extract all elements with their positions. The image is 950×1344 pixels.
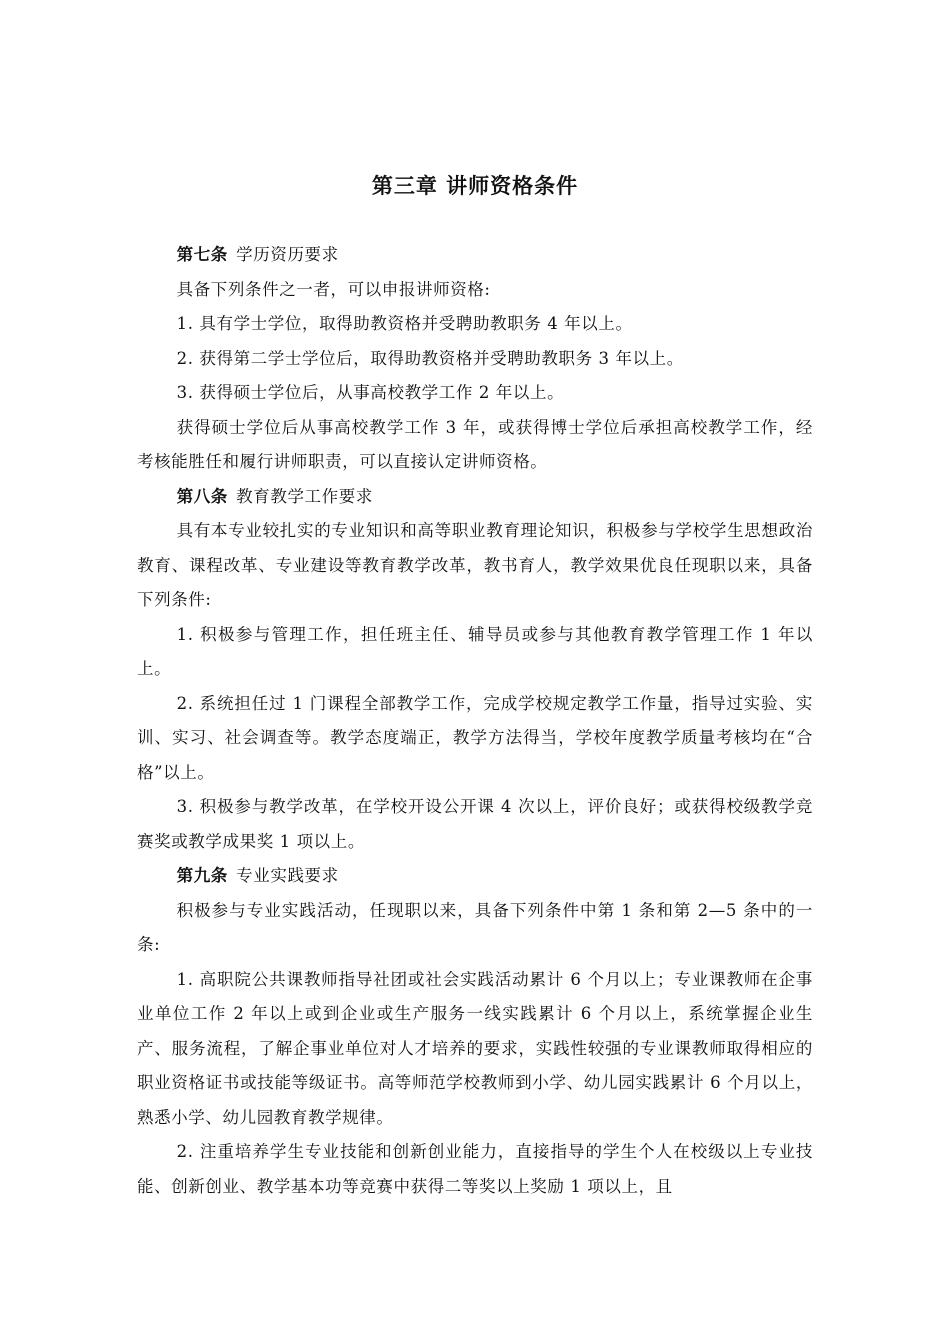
- list-item: 1. 积极参与管理工作，担任班主任、辅导员或参与其他教育教学管理工作 1 年以上。: [137, 624, 813, 678]
- chapter-title: 第三章 讲师资格条件: [371, 174, 579, 198]
- article-title: 教育教学工作要求: [236, 486, 373, 506]
- list-item: 3. 获得硕士学位后，从事高校教学工作 2 年以上。: [176, 383, 565, 402]
- article-title: 专业实践要求: [236, 866, 339, 885]
- list-item: 3. 积极参与教学改革，在学校开设公开课 4 次以上，评价良好；或获得校级教学竞赛奖或教学成果奖 1 项以上。: [137, 797, 813, 851]
- paragraph: 积极参与专业实践活动，任现职以来，具备下列条件中第 1 条和第 2—5 条中的一条:: [137, 900, 813, 954]
- document-body: [137, 238, 813, 1204]
- article-heading: [137, 480, 813, 515]
- article-number: 第八条: [176, 486, 228, 506]
- paragraph: 具有本专业较扎实的专业知识和高等职业教育理论知识，积极参与学校学生思想政治教育、课程改革、专业建设等教育教学改革，教书育人，教学效果优良任现职以来，具备下列条件:: [137, 521, 813, 609]
- list-item: 2. 系统担任过 1 门课程全部教学工作，完成学校规定教学工作量，指导过实验、实训、实习、社会调查等。教学态度端正，教学方法得当，学校年度教学质量考核均在“合格”以上。: [137, 693, 813, 782]
- article-title: 学历资历要求: [236, 245, 339, 264]
- paragraph: 具备下列条件之一者，可以申报讲师资格:: [176, 279, 491, 299]
- list-item: 2. 注重培养学生专业技能和创新创业能力，直接指导的学生个人在校级以上专业技能、创新创业、教学基本功等竞赛中获得二等奖以上奖励 1 项以上，且: [137, 1142, 813, 1196]
- list-item: 1. 具有学士学位，取得助教资格并受聘助教职务 4 年以上。: [176, 314, 633, 333]
- article-number: 第九条: [176, 866, 228, 885]
- article-heading: [137, 859, 813, 894]
- paragraph: 获得硕士学位后从事高校教学工作 3 年，或获得博士学位后承担高校教学工作，经考核能胜任和履行讲师职责，可以直接认定讲师资格。: [137, 417, 813, 471]
- list-item: 1. 高职院公共课教师指导社团或社会实践活动累计 6 个月以上；专业课教师在企事业单位工作 2 年以上或到企业或生产服务一线实践累计 6 个月以上，系统掌握企业生产、服务流程，了解企事业单位对人才培养的要求，实践性较强的专业课教师取得相应的职业资格证书或技能等级证书。高等师范学校教师到小学、幼儿园实践累计 6 个月以上，熟悉小学、幼儿园教育教学规律。: [137, 969, 813, 1127]
- article-number: 第七条: [176, 245, 228, 264]
- list-item: 2. 获得第二学士学位后，取得助教资格并受聘助教职务 3 年以上。: [176, 348, 684, 368]
- article-heading: [137, 238, 813, 273]
